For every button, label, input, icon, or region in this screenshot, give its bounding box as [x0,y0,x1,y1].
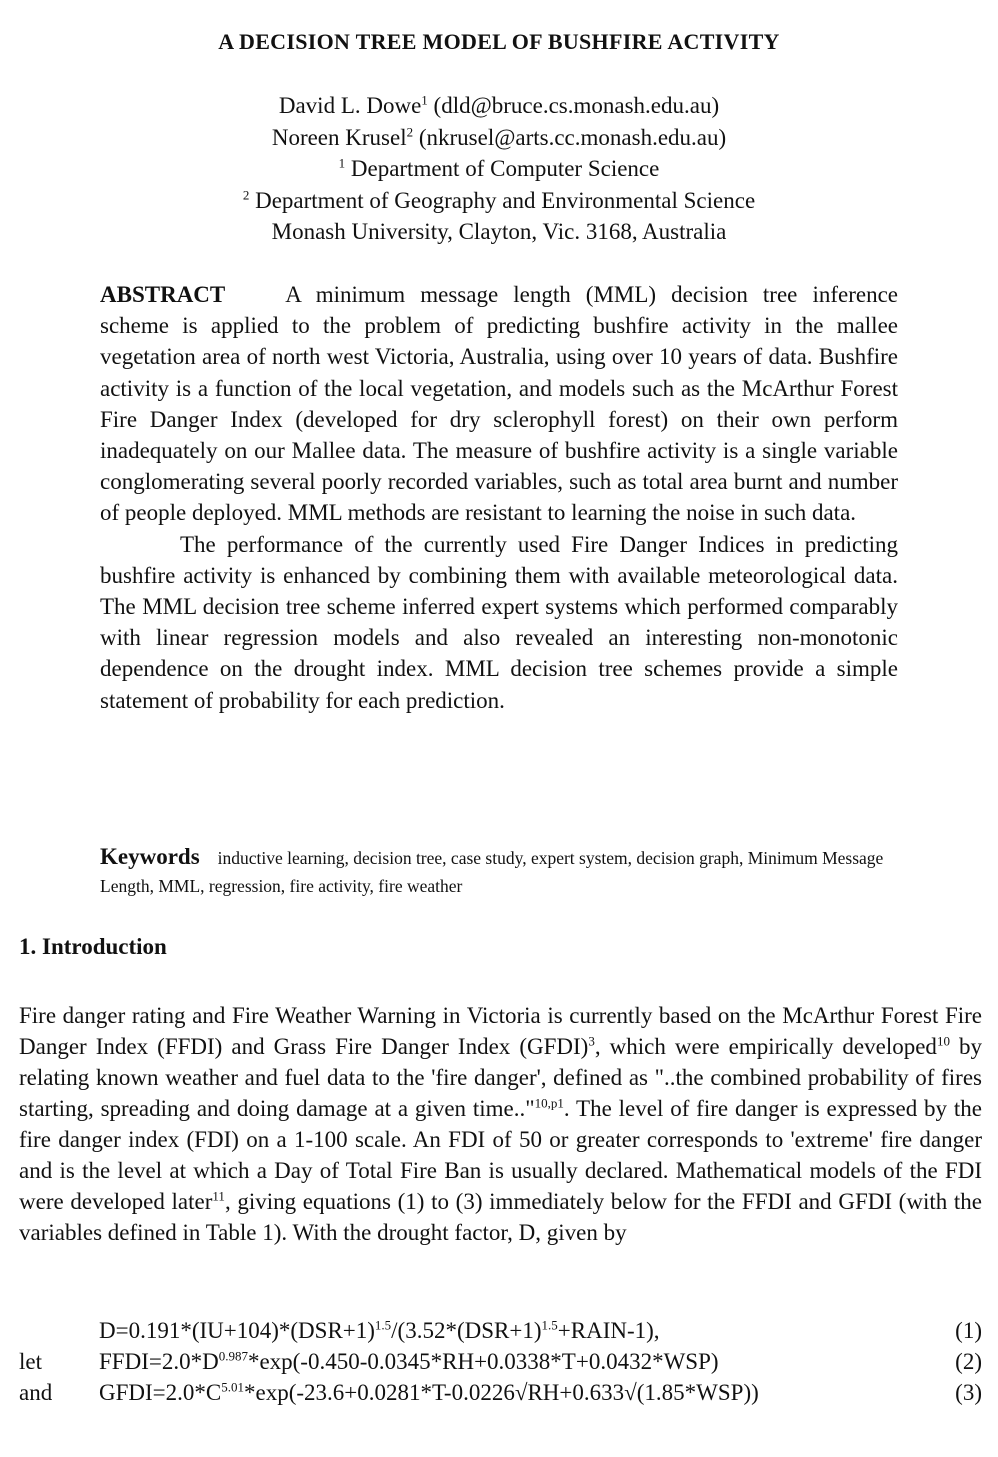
equation-2-exponent-1: 0.987 [218,1348,248,1364]
equation-3-exponent-1: 5.01 [221,1379,244,1395]
equation-1 [19,1315,982,1346]
introduction-body [19,1000,982,1248]
intro-text-1: Fire danger rating and Fire Weather Warning in Victoria is currently based on the McArthur Forest Fire Danger Index (FFDI) and Grass Fire Danger Index (GFDI) [19,1003,982,1059]
author-1-mark: 1 [421,92,428,108]
equation-3-prefix: and [19,1380,53,1405]
keywords-label: Keywords [100,844,200,869]
affiliation-2-mark: 2 [242,186,250,202]
equation-2 [19,1346,982,1377]
equation-block [19,1315,982,1408]
intro-citation-4: 11 [212,1188,225,1204]
keywords-text: inductive learning, decision tree, case study, expert system, decision graph, Minimum Message Length, MML, regression, fire activity, fire weather [100,848,884,896]
equation-3-number: (3) [955,1380,982,1405]
equation-1-exponent-2: 1.5 [541,1317,558,1333]
affiliation-1 [0,153,998,185]
equation-3 [19,1377,982,1408]
author-2-email: (nkrusel@arts.cc.monash.edu.au) [413,124,727,150]
intro-text-3: by relating known weather and fuel data to the 'fire danger', defined as "..the combined probability of fires starting, spreading and doing damage at a given time.." [19,1034,982,1121]
author-line-2 [0,122,998,154]
equation-2-expression [99,1346,955,1377]
equation-1-part-a: D=0.191*(IU+104)*(DSR+1) [99,1318,375,1343]
equation-3-expression [99,1377,955,1408]
abstract-section [100,279,898,716]
equation-1-part-b: /(3.52*(DSR+1) [391,1318,542,1343]
affiliation-1-text: Department of Computer Science [345,156,660,181]
equation-3-part-a: GFDI=2.0*C [99,1380,222,1405]
author-1-email: (dld@bruce.cs.monash.edu.au) [427,93,720,118]
author-2-mark: 2 [406,123,414,139]
equation-1-expression [99,1315,955,1346]
equation-2-number: (2) [955,1349,982,1374]
affiliation-2-text: Department of Geography and Environmental Science [249,187,756,213]
equation-2-part-b: *exp(-0.450-0.0345*RH+0.0338*T+0.0432*WSP) [247,1349,719,1374]
intro-text-5: , giving equations (1) to (3) immediately below for the FFDI and GFDI (with the variables defined in Table 1). With the drought factor, D, given by [19,1189,982,1245]
equation-3-part-b: *exp(-23.6+0.0281*T-0.0226√RH+0.633√(1.85*WSP)) [243,1380,759,1405]
equation-2-part-a: FFDI=2.0*D [99,1349,219,1374]
author-line-1 [0,90,998,122]
introduction-paragraph [19,1000,982,1248]
section-heading-introduction: 1. Introduction [19,934,167,959]
intro-citation-3: 10,p1 [534,1095,564,1111]
equation-1-exponent-1: 1.5 [374,1317,392,1333]
author-2-name: Noreen Krusel [271,124,407,150]
equation-2-prefix: let [19,1349,42,1374]
intro-text-2: , which were empirically developed [594,1034,937,1059]
intro-citation-2: 10 [936,1033,950,1049]
keywords-section [100,843,898,900]
paper-title: A DECISION TREE MODEL OF BUSHFIRE ACTIVITY [218,29,780,54]
affiliation-2 [0,185,998,217]
author-1-name: David L. Dowe [278,93,422,118]
affiliation-1-mark: 1 [338,155,346,171]
equation-1-part-c: +RAIN-1), [557,1318,660,1343]
intro-citation-1: 3 [588,1033,595,1049]
intro-text-4: . The level of fire danger is expressed by the fire danger index (FDI) on a 1-100 scale. An FDI of 50 or greater corresponds to 'extreme' fire danger and is the level at which a Day of Total Fire Ban is usually declared. Mathematical models of the FDI were developed later [19,1096,982,1214]
author-block [0,90,998,248]
abstract-text-1: A minimum message length (MML) decision tree inference scheme is applied to the problem of predicting bushfire activity in the mallee vegetation area of north west Victoria, Australia, using over 10 years of data. Bushfire activity is a function of the local vegetation, and models such as the McArthur Forest Fire Danger Index (developed for dry sclerophyll forest) on their own perform inadequately on our Mallee data. The measure of bushfire activity is a single variable conglomerating several poorly recorded variables, such as total area burnt and number of people deployed. MML methods are resistant to learning the noise in such data. [100,282,898,526]
abstract-paragraph-1 [100,279,898,529]
abstract-label: ABSTRACT [100,282,226,307]
institution-address: Monash University, Clayton, Vic. 3168, Australia [271,219,727,244]
equation-1-number: (1) [955,1318,982,1343]
abstract-paragraph-2: The performance of the currently used Fire Danger Indices in predicting bushfire activity is enhanced by combining them with available meteorological data. The MML decision tree scheme inferred expert systems which performed comparably with linear regression models and also revealed an interesting non-monotonic dependence on the drought index. MML decision tree schemes provide a simple statement of probability for each prediction. [100,531,898,713]
